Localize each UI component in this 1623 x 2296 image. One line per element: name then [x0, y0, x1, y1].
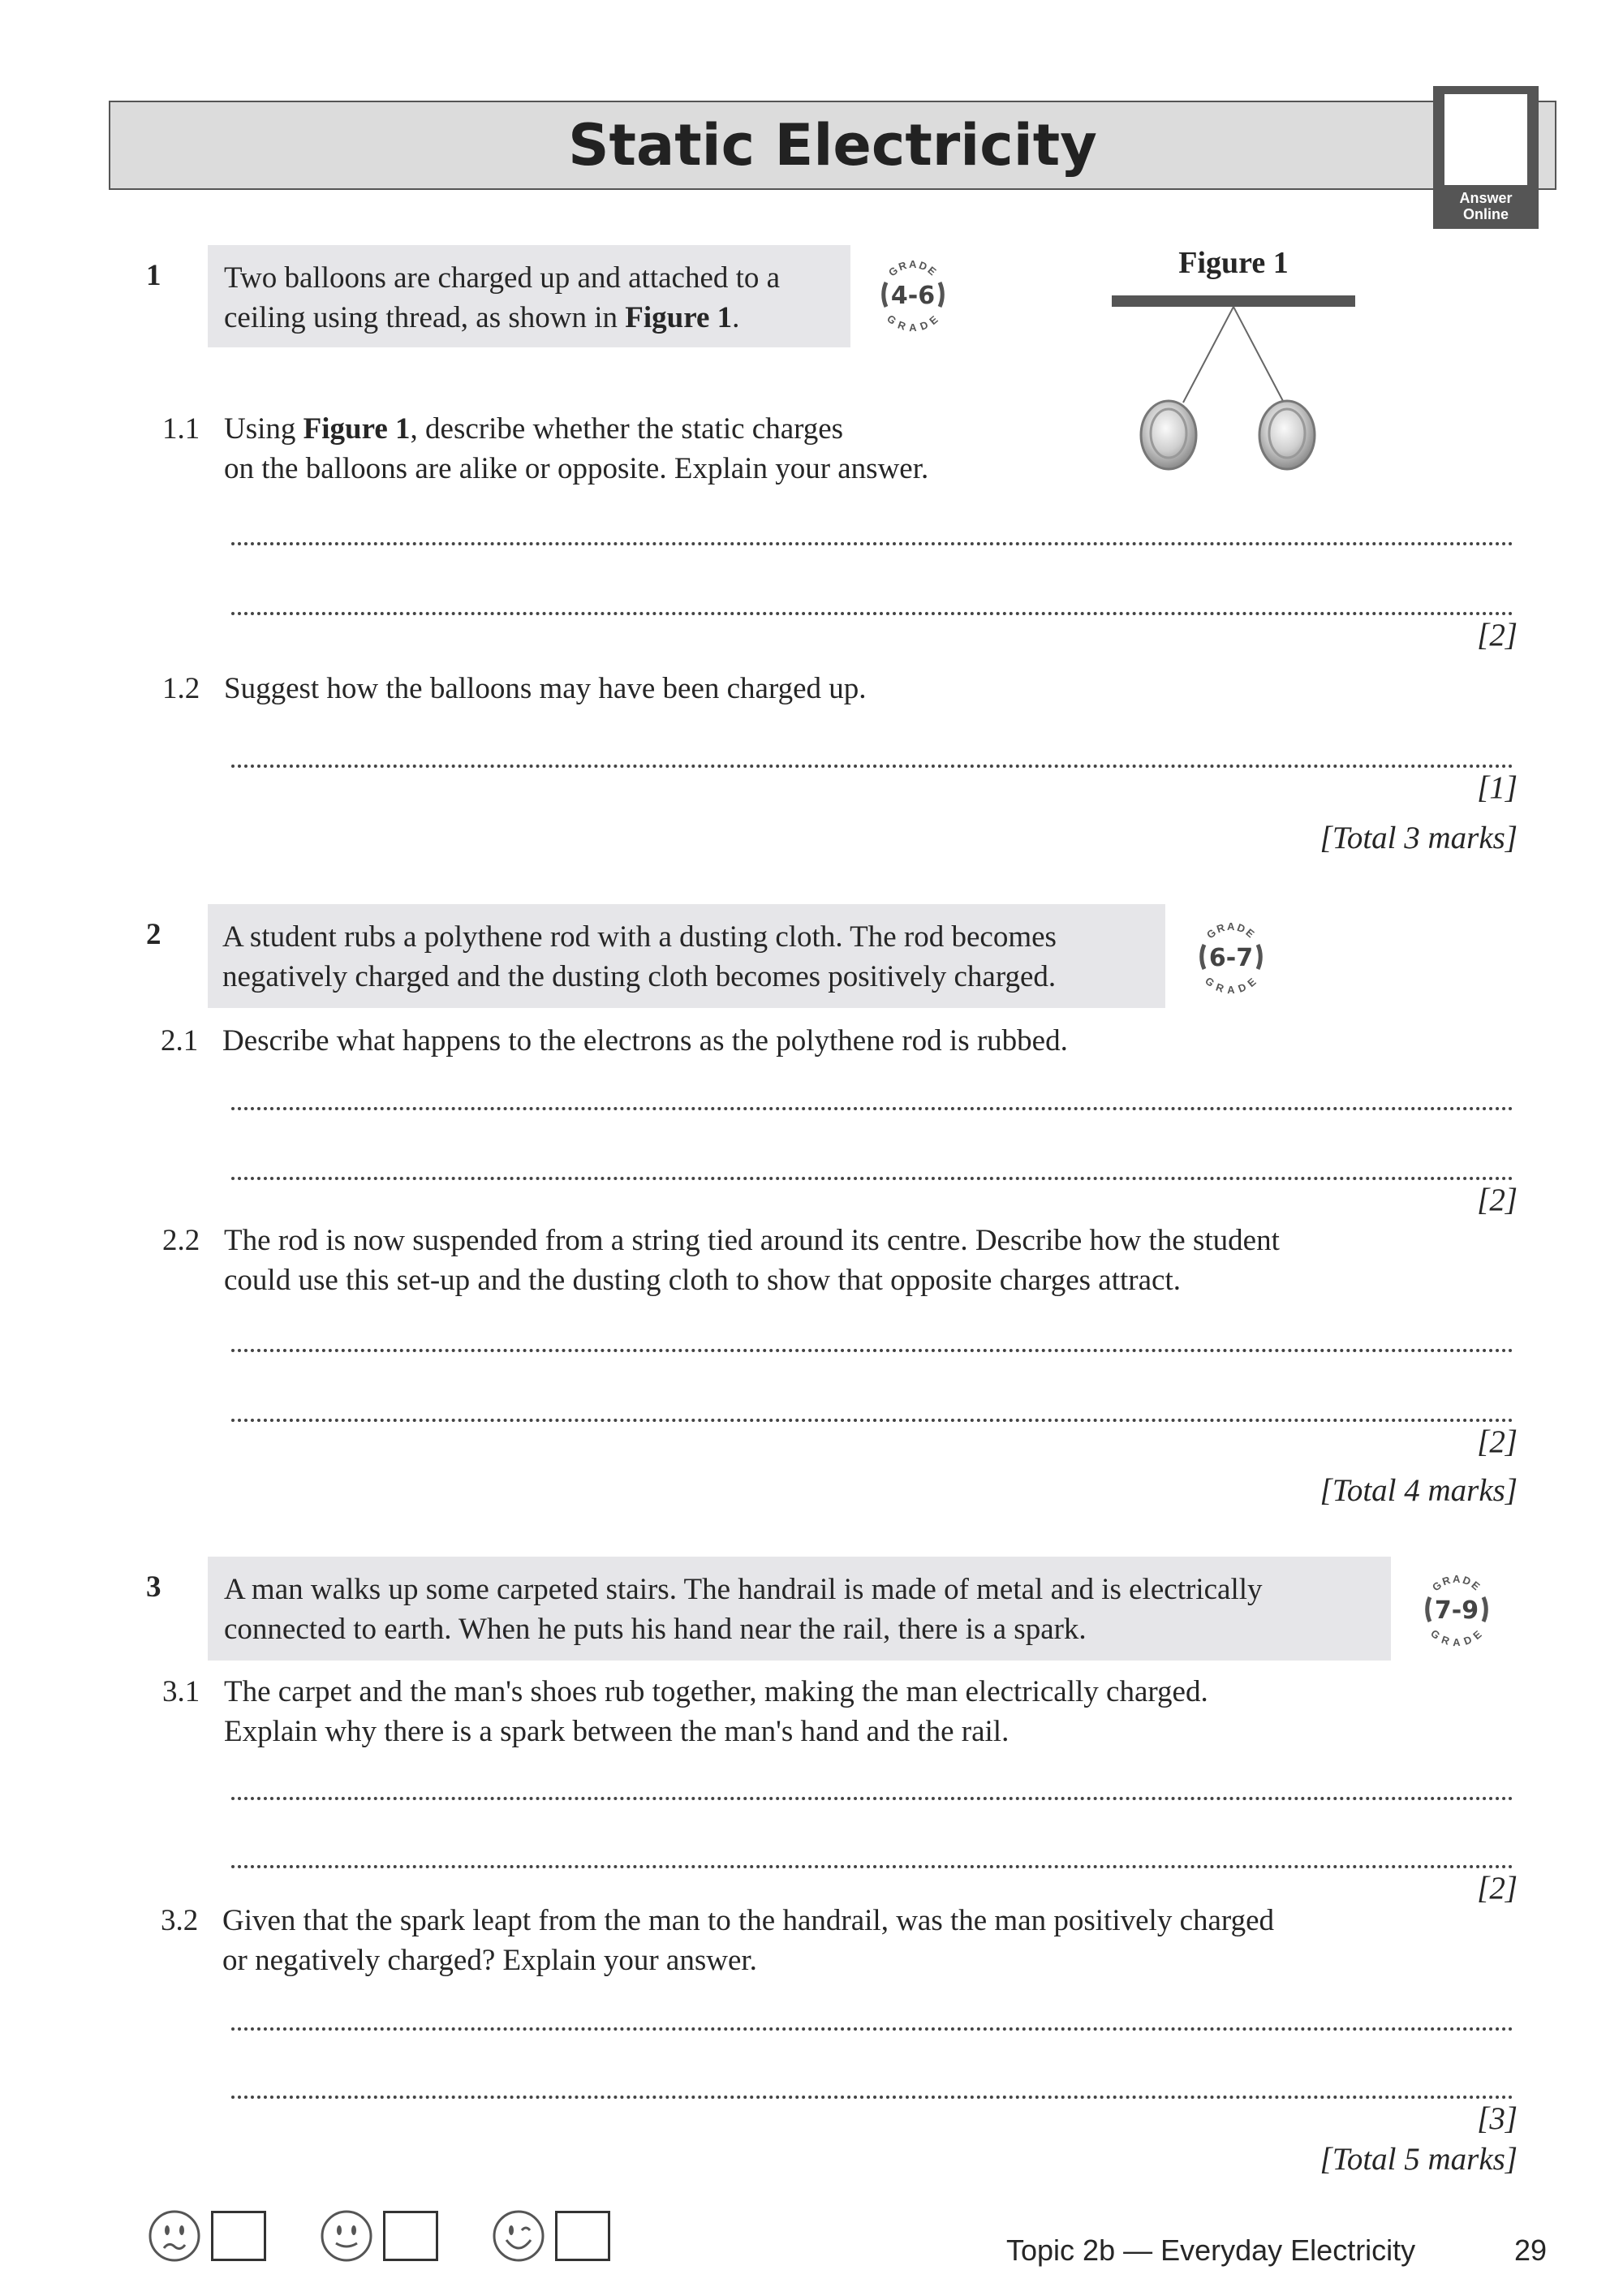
- question-2-intro: A student rubs a polythene rod with a dusting cloth. The rod becomes negatively charged and the dusting cloth becomes positively charged.: [222, 920, 1057, 993]
- page-number: 29: [1514, 2234, 1548, 2267]
- confidence-checkbox-low[interactable]: [211, 2211, 266, 2261]
- grade-badge-4-6: [868, 250, 958, 339]
- marks-2-1: [2]: [1477, 1182, 1518, 1217]
- answer-line[interactable]: [231, 1859, 1513, 1868]
- total-marks-1: [Total 3 marks]: [1319, 821, 1518, 855]
- grade-badge-7-9: [1412, 1565, 1501, 1654]
- thread-right: [1233, 307, 1284, 403]
- marks-1-1: [2]: [1477, 618, 1518, 653]
- marks-1-2: [1]: [1477, 770, 1518, 805]
- svg-text:GRADE: GRADE: [885, 312, 942, 334]
- marks-3-2: [3]: [1477, 2101, 1518, 2136]
- sub-question-1-2-number: 1.2: [162, 672, 200, 705]
- answer-line[interactable]: [231, 1342, 1513, 1352]
- question-3-number: 3: [146, 1570, 161, 1604]
- grade-badge-6-7: [1186, 912, 1276, 1002]
- answer-line[interactable]: [231, 605, 1513, 615]
- answer-line[interactable]: [231, 1170, 1513, 1180]
- question-1-intro: Two balloons are charged up and attached to a ceiling using thread, as shown in Figure 1.: [224, 261, 781, 334]
- sub-question-3-2-number: 3.2: [161, 1904, 199, 1937]
- ceiling: [1112, 295, 1355, 307]
- neutral-face-icon: [320, 2209, 373, 2263]
- answer-line[interactable]: [231, 758, 1513, 768]
- sub-question-1-1-number: 1.1: [162, 412, 200, 446]
- svg-text:GRADE: GRADE: [1428, 1626, 1486, 1649]
- sub-question-3-1-number: 3.1: [162, 1675, 200, 1708]
- answer-online-window: [1444, 94, 1527, 185]
- sub-question-2-1-text: Describe what happens to the electrons as the polythene rod is rubbed.: [222, 1024, 1068, 1058]
- thread-left: [1183, 307, 1233, 403]
- svg-text:GRADE: GRADE: [885, 257, 941, 279]
- marks-3-1: [2]: [1477, 1871, 1518, 1906]
- page-title: Static Electricity: [568, 112, 1097, 179]
- confidence-checkbox-medium[interactable]: [383, 2211, 438, 2261]
- answer-online-label: Answer Online: [1459, 190, 1513, 222]
- answer-line[interactable]: [231, 2089, 1513, 2099]
- answer-line[interactable]: [231, 536, 1513, 545]
- confidence-checkbox-high[interactable]: [555, 2211, 610, 2261]
- figure-1-balloons: [1104, 289, 1363, 480]
- svg-text:GRADE: GRADE: [1203, 920, 1259, 941]
- footer-topic: Topic 2b — Everyday Electricity: [1006, 2234, 1416, 2267]
- grade-value: 6-7: [1208, 944, 1254, 972]
- grade-value: 4-6: [890, 282, 936, 310]
- sub-question-3-1-text: The carpet and the man's shoes rub together, making the man electrically charged. Explain why there is a spark between the man's hand and the rail.: [224, 1675, 1208, 1748]
- answer-line[interactable]: [231, 1101, 1513, 1110]
- sub-question-2-2-text: The rod is now suspended from a string tied around its centre. Describe how the student could use this set-up and the dusting cloth to show that opposite charges attract.: [224, 1224, 1280, 1297]
- grade-value: 7-9: [1434, 1596, 1479, 1625]
- question-2-number: 2: [146, 918, 161, 951]
- svg-text:GRADE: GRADE: [1203, 974, 1260, 997]
- answer-line[interactable]: [231, 1412, 1513, 1422]
- answer-line[interactable]: [231, 2021, 1513, 2031]
- sub-question-3-2-text: Given that the spark leapt from the man to the handrail, was the man positively charged or negatively charged? Explain your answer.: [222, 1904, 1274, 1977]
- total-marks-2: [Total 4 marks]: [1319, 1473, 1518, 1508]
- sad-face-icon: [148, 2209, 201, 2263]
- sub-question-1-2-text: Suggest how the balloons may have been charged up.: [224, 672, 867, 705]
- answer-line[interactable]: [231, 1790, 1513, 1800]
- svg-text:GRADE: GRADE: [1429, 1572, 1484, 1594]
- marks-2-2: [2]: [1477, 1424, 1518, 1459]
- sub-question-2-2-number: 2.2: [162, 1224, 200, 1257]
- question-1-number: 1: [146, 259, 161, 292]
- sub-question-1-1-text: Using Figure 1, describe whether the static charges on the balloons are alike or opposite. Explain your answer.: [224, 412, 929, 485]
- figure-1-label: Figure 1: [1178, 246, 1289, 280]
- happy-face-icon: [492, 2209, 545, 2263]
- sub-question-2-1-number: 2.1: [161, 1024, 199, 1058]
- total-marks-3: [Total 5 marks]: [1319, 2142, 1518, 2177]
- question-3-intro: A man walks up some carpeted stairs. The handrail is made of metal and is electrically connected to earth. When he puts his hand near the rail, there is a spark.: [224, 1573, 1263, 1646]
